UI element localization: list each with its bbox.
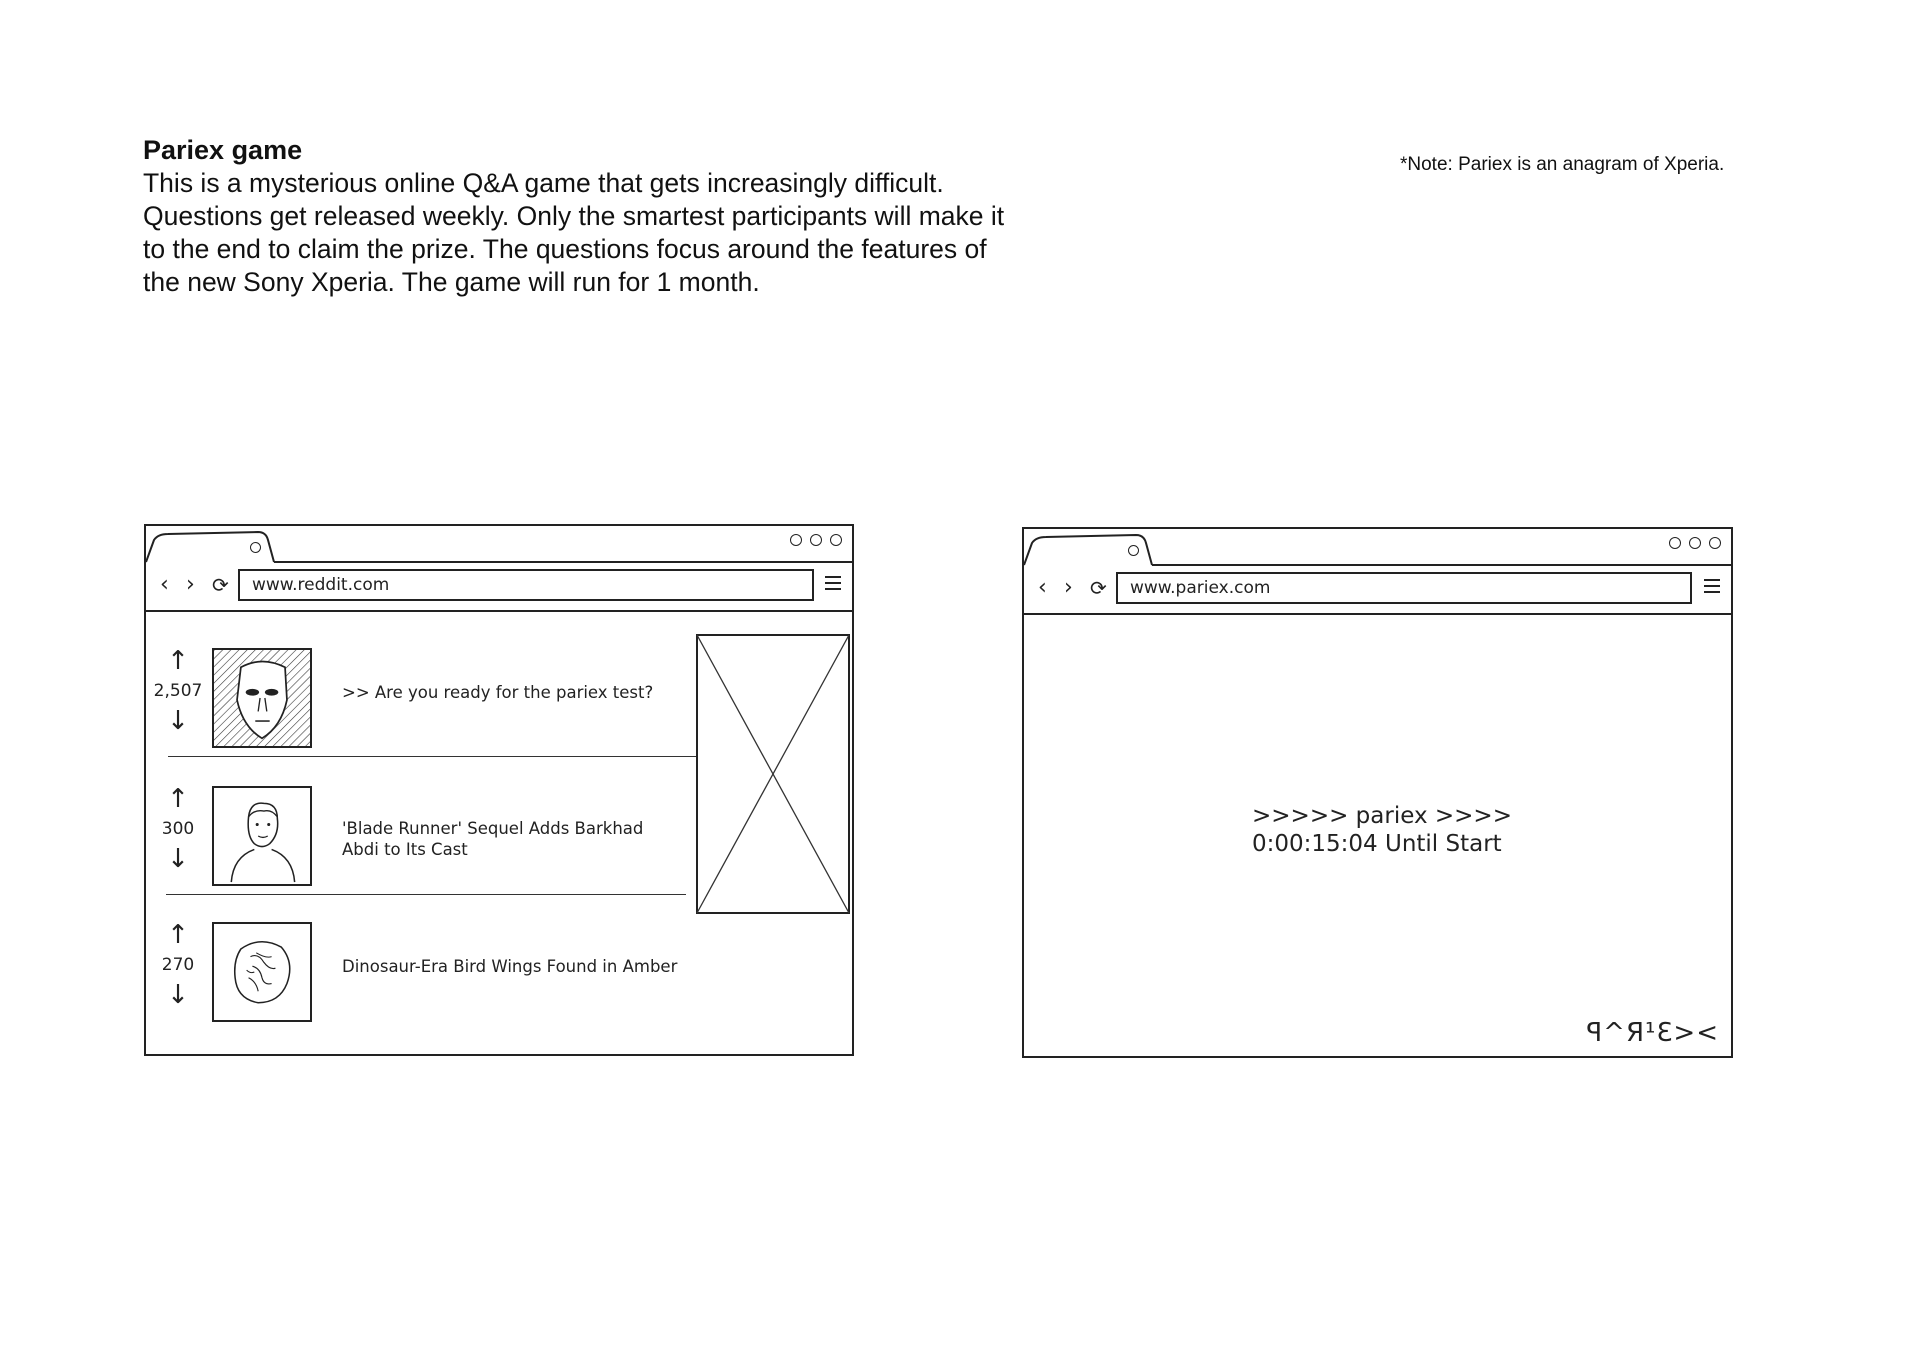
post-title[interactable]: Dinosaur-Era Bird Wings Found in Amber — [342, 957, 678, 976]
mask-face-icon[interactable] — [212, 648, 312, 748]
page-title: Pariex game — [143, 135, 303, 165]
countdown-timer: 0:00:15:04 Until Start — [1252, 831, 1502, 857]
post-divider — [166, 894, 686, 895]
list-item — [146, 920, 676, 1020]
list-item — [146, 646, 676, 746]
maximize-icon[interactable] — [810, 534, 822, 546]
downvote-arrow-icon[interactable]: ↓ — [167, 706, 189, 736]
tab-favicon-icon — [250, 542, 261, 553]
hamburger-menu-icon[interactable] — [1703, 576, 1721, 596]
minimize-icon[interactable] — [1669, 537, 1681, 549]
pariex-logo: ꟼ^Я¹Ɛ>< — [1586, 1018, 1719, 1048]
navigation-bar — [1024, 567, 1731, 615]
window-controls — [1669, 537, 1721, 549]
downvote-arrow-icon[interactable]: ↓ — [167, 980, 189, 1010]
navigation-bar — [146, 564, 852, 612]
vote-count: 2,507 — [153, 681, 203, 701]
page-description: This is a mysterious online Q&A game that gets increasingly difficult. Questions get released weekly. Only the smartest participants will make it to the end to claim the prize. The questions focus around the features of the new Sony Xperia. The game will run for 1 month. — [143, 168, 1005, 297]
reddit-browser-window — [144, 524, 854, 1056]
downvote-arrow-icon[interactable]: ↓ — [167, 844, 189, 874]
tab-bar — [146, 526, 852, 562]
refresh-icon[interactable]: ⟳ — [212, 573, 229, 597]
pariex-headline: >>>>> pariex >>>> — [1252, 803, 1512, 829]
tab-favicon-icon — [1128, 545, 1139, 556]
address-bar[interactable]: www.pariex.com — [1116, 572, 1692, 604]
vote-widget — [150, 920, 206, 1020]
vote-widget — [150, 784, 206, 884]
window-controls — [790, 534, 842, 546]
address-bar[interactable]: www.reddit.com — [238, 569, 814, 601]
anagram-note: *Note: Pariex is an anagram of Xperia. — [1400, 154, 1725, 175]
tab-bar — [1024, 529, 1731, 565]
pariex-browser-window — [1022, 527, 1733, 1058]
upvote-arrow-icon[interactable]: ↑ — [167, 920, 189, 950]
upvote-arrow-icon[interactable]: ↑ — [167, 784, 189, 814]
maximize-icon[interactable] — [1689, 537, 1701, 549]
upvote-arrow-icon[interactable]: ↑ — [167, 646, 189, 676]
close-icon[interactable] — [830, 534, 842, 546]
vote-count: 270 — [161, 955, 195, 975]
vote-widget — [150, 646, 206, 746]
back-arrow-icon[interactable]: ‹ — [1038, 575, 1047, 600]
ad-placeholder-image — [696, 634, 850, 914]
pariex-splash — [1252, 802, 1512, 858]
amber-fossil-icon[interactable] — [212, 922, 312, 1022]
post-title[interactable]: 'Blade Runner' Sequel Adds Barkhad Abdi to Its Cast — [342, 819, 644, 859]
person-portrait-icon[interactable] — [212, 786, 312, 886]
back-arrow-icon[interactable]: ‹ — [160, 572, 169, 597]
forward-arrow-icon[interactable]: › — [1064, 575, 1073, 600]
forward-arrow-icon[interactable]: › — [186, 572, 195, 597]
hamburger-menu-icon[interactable] — [824, 573, 842, 593]
list-item — [146, 784, 676, 884]
minimize-icon[interactable] — [790, 534, 802, 546]
refresh-icon[interactable]: ⟳ — [1090, 576, 1107, 600]
post-divider — [168, 756, 696, 757]
vote-count: 300 — [161, 819, 195, 839]
post-title[interactable]: >> Are you ready for the pariex test? — [342, 683, 654, 702]
close-icon[interactable] — [1709, 537, 1721, 549]
